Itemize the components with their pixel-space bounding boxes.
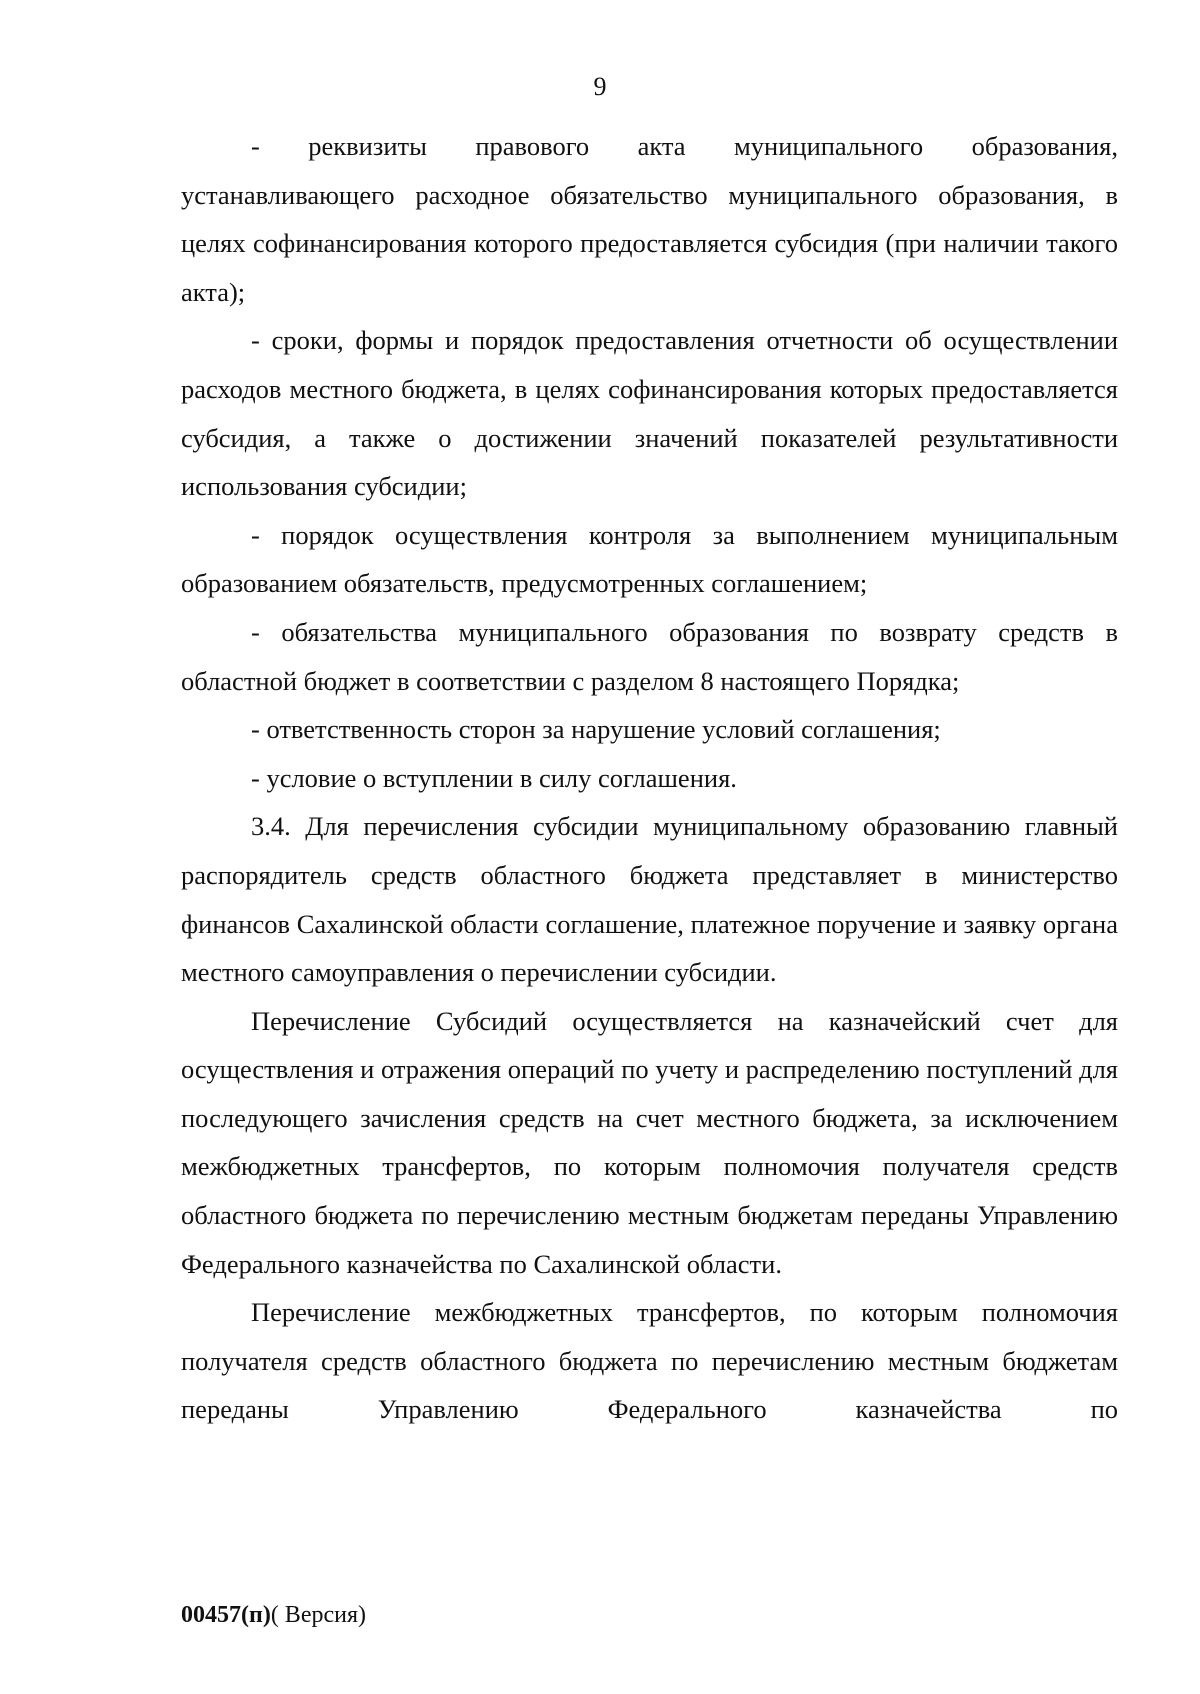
paragraph-section-3-4: 3.4. Для перечисления субсидии муниципальному образованию главный распорядитель средств областного бюджета представляет в министерство финансов Сахалинской области соглашение, платежное поручение и заявку органа местного самоуправления о перечислении субсидии. <box>181 811 1118 988</box>
document-code: 00457(п) <box>181 1602 271 1628</box>
paragraph-entry-into-force: - условие о вступлении в силу соглашения. <box>251 762 737 793</box>
document-version: ( Версия) <box>270 1602 366 1628</box>
paragraph-responsibility: - ответственность сторон за нарушение условий соглашения; <box>251 714 941 745</box>
paragraph-obligations: - обязательства муниципального образования по возврату средств в областной бюджет в соответствии с разделом 8 настоящего Порядка; <box>181 616 1118 696</box>
paragraph-control: - порядок осуществления контроля за выполнением муниципальным образованием обязательств, предусмотренных соглашением; <box>181 519 1118 599</box>
page-number: 9 <box>593 72 607 101</box>
document-footer <box>181 1599 366 1631</box>
document-body <box>181 122 1118 1434</box>
paragraph-reporting: - сроки, формы и порядок предоставления отчетности об осуществлении расходов местного бюджета, в целях софинансирования которых предоставляется субсидия, а также о достижении значений показателей результативности использования субсидии; <box>181 325 1118 502</box>
paragraph-transfer-subsidies: Перечисление Субсидий осуществляется на казначейский счет для осуществления и отражения операций по учету и распределению поступлений для последующего зачисления средств на счет местного бюджета, за исключением межбюджетных трансфертов, по которым полномочия получателя средств областного бюджета по перечислению местным бюджетам переданы Управлению Федерального казначейства по Сахалинской области. <box>181 1005 1118 1279</box>
paragraph-requisites: - реквизиты правового акта муниципального образования, устанавливающего расходное обязательство муниципального образования, в целях софинансирования которого предоставляется субсидия (при наличии такого акта); <box>181 131 1118 307</box>
paragraph-transfer-interbudget: Перечисление межбюджетных трансфертов, по которым полномочия получателя средств областного бюджета по перечислению местным бюджетам переданы Управлению Федерального казначейства по <box>181 1297 1118 1425</box>
